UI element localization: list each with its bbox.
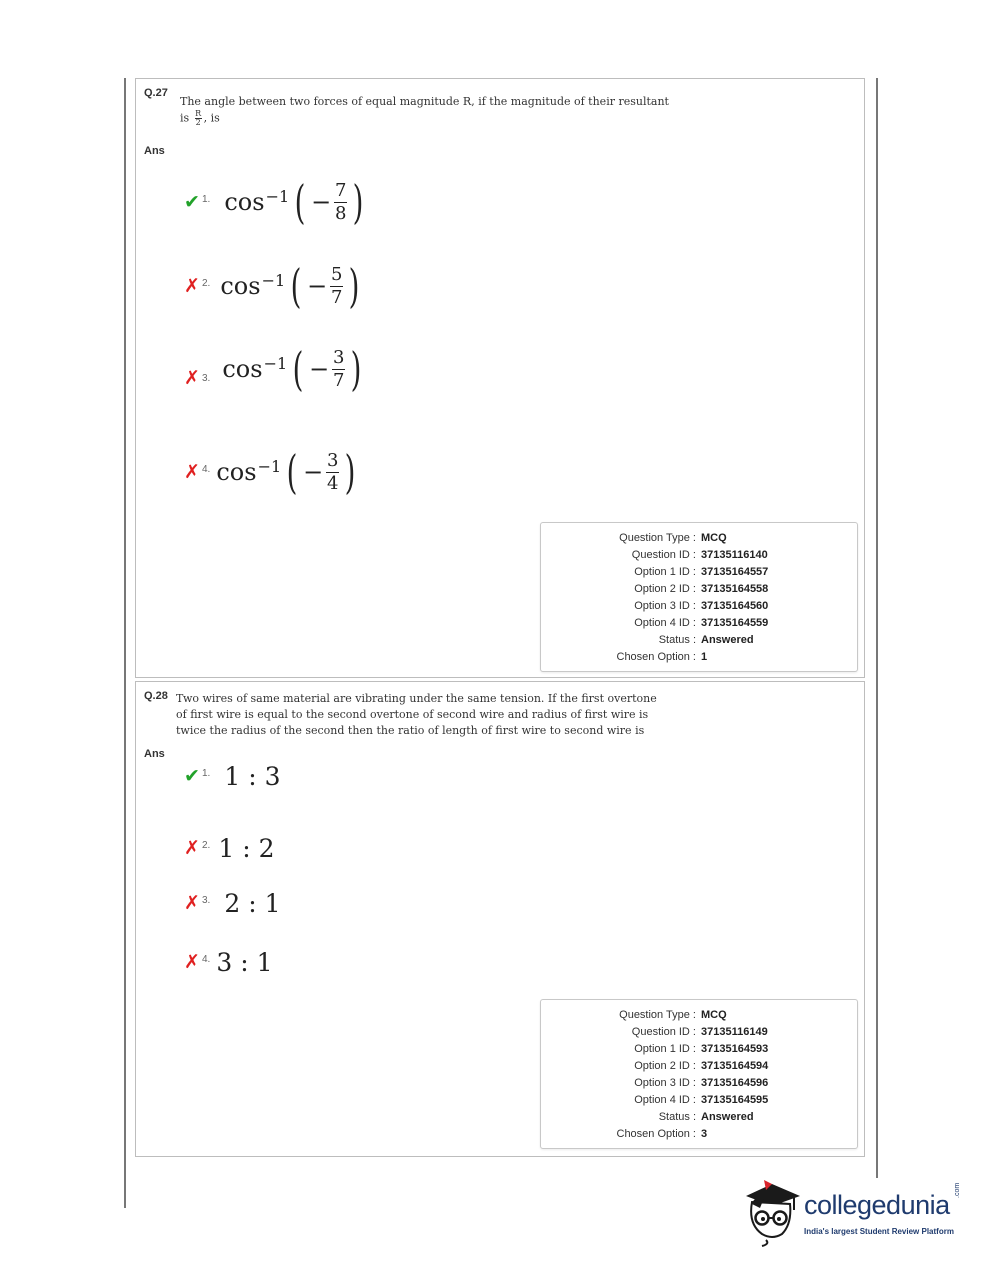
question-info-box <box>540 999 858 1149</box>
numerator: 3 <box>326 449 339 471</box>
info-label: Option 4 ID : <box>634 617 696 629</box>
cross-icon: ✗ <box>184 892 200 914</box>
logo-wordmark: collegedunia <box>804 1190 950 1220</box>
denominator: 7 <box>330 286 343 308</box>
denominator: 8 <box>334 202 347 224</box>
option-2 <box>182 259 365 313</box>
minus-sign: − <box>309 355 330 383</box>
option-number: 4. <box>202 954 211 965</box>
info-value: 37135164557 <box>701 566 769 578</box>
question-text-line: twice the radius of the second then the ratio of length of first wire to second wire is <box>176 724 645 737</box>
function-name: cos <box>220 272 261 300</box>
info-value: 37135164560 <box>701 600 769 612</box>
numerator: 7 <box>334 179 347 201</box>
info-label: Question Type : <box>619 532 696 544</box>
option-number: 1. <box>202 768 211 779</box>
function-exponent: −1 <box>257 456 282 476</box>
resultant-numerator: R <box>195 109 202 118</box>
option-number: 3. <box>202 372 211 384</box>
info-label: Status : <box>658 1111 696 1123</box>
cross-icon: ✗ <box>184 366 200 389</box>
denominator: 7 <box>332 369 345 391</box>
info-label: Chosen Option : <box>616 1128 696 1140</box>
info-label: Option 1 ID : <box>634 1043 696 1055</box>
right-margin-line <box>876 78 878 1178</box>
collegedunia-logo[interactable] <box>742 1178 972 1248</box>
check-icon: ✔ <box>184 765 200 787</box>
question-text-line: The angle between two forces of equal magnitude R, if the magnitude of their resultant <box>180 95 669 108</box>
ans-label: Ans <box>144 145 165 157</box>
question-number: Q.27 <box>144 87 168 99</box>
info-label: Option 4 ID : <box>634 1094 696 1106</box>
resultant-expression <box>180 110 669 127</box>
info-value: Answered <box>701 1111 754 1123</box>
info-label: Option 3 ID : <box>634 1077 696 1089</box>
question-text <box>176 691 657 739</box>
function-name: cos <box>222 355 263 383</box>
option-2 <box>182 834 274 863</box>
option-ratio: 3 : 1 <box>216 948 273 977</box>
minus-sign: − <box>303 458 324 486</box>
numerator: 3 <box>332 346 345 368</box>
option-expression: cos $^{-1}$ ( − $\frac{5}{7}$ ) <box>220 259 360 313</box>
question-panel-27 <box>135 78 865 678</box>
question-text-line: Two wires of same material are vibrating under the same tension. If the first overtone <box>176 692 657 705</box>
option-expression: cos $^{-1}$ ( − $\frac{3}{7}$ ) <box>222 342 362 396</box>
function-exponent: −1 <box>261 270 286 290</box>
info-value: 37135164559 <box>701 617 769 629</box>
info-value: 1 <box>701 651 708 663</box>
info-value: 37135164595 <box>701 1094 769 1106</box>
question-number: Q.28 <box>144 690 168 702</box>
option-number: 3. <box>202 895 211 906</box>
cross-icon: ✗ <box>184 837 200 859</box>
fraction <box>332 348 345 391</box>
cross-icon: ✗ <box>184 951 200 973</box>
check-icon: ✔ <box>184 190 200 213</box>
info-value: MCQ <box>701 1009 727 1021</box>
info-value: 37135164596 <box>701 1077 769 1089</box>
option-ratio: 1 : 2 <box>218 834 275 863</box>
option-1 <box>182 762 280 791</box>
info-value: 37135164593 <box>701 1043 769 1055</box>
option-number: 4. <box>202 463 211 475</box>
info-label: Question ID : <box>631 1026 696 1038</box>
fraction <box>330 265 343 308</box>
denominator: 4 <box>326 472 339 494</box>
fraction <box>326 451 339 494</box>
function-exponent: −1 <box>265 186 290 206</box>
info-label: Option 3 ID : <box>634 600 696 612</box>
option-ratio: 2 : 1 <box>224 889 281 918</box>
info-label: Question Type : <box>619 1009 696 1021</box>
question-panel-28 <box>135 681 865 1157</box>
info-value: 37135164594 <box>701 1060 769 1072</box>
option-expression: cos $^{-1}$ ( − $\frac{7}{8}$ ) <box>224 175 364 229</box>
cross-icon: ✗ <box>184 274 200 297</box>
option-number: 2. <box>202 277 211 289</box>
info-label: Status : <box>658 634 696 646</box>
option-ratio: 1 : 3 <box>224 762 281 791</box>
info-label: Option 2 ID : <box>634 583 696 595</box>
resultant-suffix: , is <box>203 111 220 125</box>
resultant-prefix: is <box>180 111 190 125</box>
function-name: cos <box>224 188 265 216</box>
option-3 <box>182 889 280 918</box>
option-3 <box>182 342 367 396</box>
info-value: 37135116140 <box>701 549 768 561</box>
question-text-line: of first wire is equal to the second overtone of second wire and radius of first wire is <box>176 708 649 721</box>
minus-sign: − <box>307 272 328 300</box>
option-4 <box>182 948 272 977</box>
info-label: Question ID : <box>631 549 696 561</box>
function-name: cos <box>216 458 257 486</box>
option-expression: cos $^{-1}$ ( − $\frac{3}{4}$ ) <box>216 445 356 499</box>
info-label: Option 1 ID : <box>634 566 696 578</box>
info-label: Chosen Option : <box>616 651 696 663</box>
info-value: 37135164558 <box>701 583 769 595</box>
option-4 <box>182 445 361 499</box>
info-value: 3 <box>701 1128 708 1140</box>
resultant-fraction <box>195 110 202 127</box>
info-value: MCQ <box>701 532 727 544</box>
info-label: Option 2 ID : <box>634 1060 696 1072</box>
ans-label: Ans <box>144 748 165 760</box>
cross-icon: ✗ <box>184 460 200 483</box>
fraction <box>334 181 347 224</box>
question-info-box <box>540 522 858 672</box>
logo-tagline: India's largest Student Review Platform <box>804 1227 954 1236</box>
option-number: 1. <box>202 193 211 205</box>
option-1 <box>182 175 369 229</box>
question-text <box>180 94 669 127</box>
info-value: Answered <box>701 634 754 646</box>
option-number: 2. <box>202 840 211 851</box>
left-margin-line <box>124 78 126 1208</box>
resultant-denominator: 2 <box>195 118 201 127</box>
function-exponent: −1 <box>263 353 288 373</box>
minus-sign: − <box>311 188 332 216</box>
logo-domain-suffix: .com <box>954 1182 961 1198</box>
mascot-icon <box>742 1178 802 1248</box>
numerator: 5 <box>330 263 343 285</box>
info-value: 37135116149 <box>701 1026 768 1038</box>
